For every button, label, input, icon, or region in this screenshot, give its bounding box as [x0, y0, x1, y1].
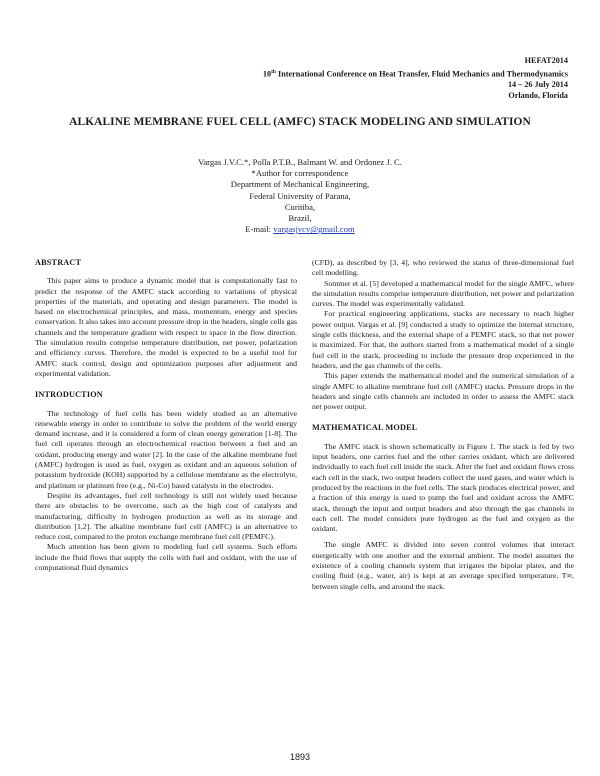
conference-code: HEFAT2014 — [524, 56, 568, 65]
email-line — [0, 224, 600, 235]
conference-header — [263, 56, 568, 101]
abstract-heading: ABSTRACT — [35, 258, 82, 267]
conference-name — [263, 67, 568, 80]
right-column — [312, 258, 574, 592]
author-names: Vargas J.V.C.*, Polla P.T.B., Balmant W. and Ordonez J. C. — [198, 157, 402, 167]
email-link[interactable]: vargasjvcv@gmail.com — [273, 224, 355, 235]
city: Curitiba, — [284, 201, 316, 212]
conference-dates: 14 – 26 July 2014 — [507, 79, 568, 89]
author-block — [0, 157, 600, 235]
university: Federal University of Parana, — [249, 190, 351, 201]
intro-paragraph-2: Despite its advantages, fuel cell technology is still not widely used because there are obstacles to be overcome, such as the high cost of catalysts and manufacturing, difficulty in hydrogen production as well as its storage and distribution [1,2]. The alkaline membrane fuel cell (AMFC) is an alternative to reduce cost, compared to the proton exchange membrane fuel cell (PEMFC). — [35, 490, 297, 542]
math-paragraph-1: The AMFC stack is shown schematically in Figure 1. The stack is fed by two input headers, one carries fuel and the other carries oxidant, which are delivered individually to each fuel cell inside the stack. After the fuel and oxidant flows cross each cell in the stack, two output headers collect the used gases, and water which is produced by the reactions in the fuel cells. The stack produces electrical power, and a fraction of this energy is used to pump the fuel and oxidant across the AMFC stack, through the input and output headers and also through the gas channels in each cell. The model considers pure hydrogen as the fuel and oxygen as the oxidant. — [312, 441, 574, 534]
abstract-text: This paper aims to produce a dynamic model that is computationally fast to predict the response of the AMFC stack according to variations of physical properties of the materials, and operating and design parameters. The model is based on electrochemical principles, and mass, momentum, energy and species conservation. It also takes into account pressure drop in the headers, single cells gas channels and the temperature gradient with respect to space in the flow direction. The simulation results comprise temperature distribution, net power, polarization and efficiency curves. Therefore, the model is expected to be a useful tool for AMFC stack control, design and optimization purposes after adjustment and experimental validation. — [35, 276, 297, 378]
intro-paragraph-1: The technology of fuel cells has been widely studied as an alternative renewable energy in order to contribute to solve the problem of the world energy demand increase, and it is considered a form of clean energy generation [1-8]. The fuel cell operates through an electrochemical reaction between a fuel and an oxidant, producing energy and water [2]. In the case of the alkaline membrane fuel (AMFC) hydrogen is used as fuel, oxygen as oxidant and an aqueous solution of potassium hydroxide (KOH) supported by a cellulose membrane as the electrolyte, and platinum or platinum free (e.g., Ni-Co) based catalysts in the electrodes. — [35, 408, 297, 490]
math-model-heading: MATHEMATICAL MODEL — [312, 423, 418, 433]
introduction-heading: INTRODUCTION — [35, 390, 103, 400]
intro-paragraph-4: Sommer et al. [5] developed a mathematical model for the single AMFC, where the simulation results comprise temperature distribution, net power and polarization curves. The model was experimentally validated. — [312, 278, 574, 309]
conference-location: Orlando, Florida — [508, 90, 568, 100]
intro-paragraph-5: For practical engineering applications, stacks are necessary to reach higher power output. Vargas et al. [9] conducted a study to optimize the internal structure, single cells thickness, and the external shape of a PEMFC stack, so that net power is maximized. For that, the authors started from a mathematical model of a single fuel cell in the stack, proceeding to include the pressure drop experienced in the headers, and the gas channels of the cells. — [312, 309, 574, 370]
email-label: E-mail: — [245, 224, 274, 235]
intro-paragraph-6: This paper extends the mathematical model and the numerical simulation of a single AMFC to alkaline membrane fuel cell (AMFC) stacks. Pressure drops in the headers and single cells channels are included in order to assess the AMFC stack net power output. — [312, 371, 574, 412]
conference-ordinal: 10 — [262, 69, 272, 79]
conference-ordinal-suffix: th — [271, 68, 276, 75]
intro-paragraph-3: Much attention has been given to modeling fuel cell systems. Such efforts include the fluid flows that supply the cells with fuel and oxidant, with the use of computational fluid dynamics — [35, 542, 297, 573]
math-paragraph-2: The single AMFC is divided into seven control volumes that interact energetically with one another and the external ambient. The model assumes the existence of a cooling channels system that irrigates the bipolar plates, and the cooling fluid (e.g., water, air) is kept at an average specified temperature, T∞, between single cells, and around the stack. — [312, 540, 574, 591]
country: Brazil, — [288, 213, 312, 224]
conference-title: International Conference on Heat Transfer, Fluid Mechanics and Thermodynamics — [275, 69, 568, 79]
page-number: 1893 — [289, 752, 311, 762]
left-column — [35, 258, 297, 573]
department: Department of Mechanical Engineering, — [230, 179, 370, 190]
intro-paragraph-3-continued: (CFD), as described by [3, 4], who reviewed the status of three-dimensional fuel cell modelling. — [312, 258, 574, 278]
correspondence-note: *Author for correspondence — [251, 168, 349, 179]
paper-title: ALKALINE MEMBRANE FUEL CELL (AMFC) STACK MODELING AND SIMULATION — [69, 116, 531, 128]
